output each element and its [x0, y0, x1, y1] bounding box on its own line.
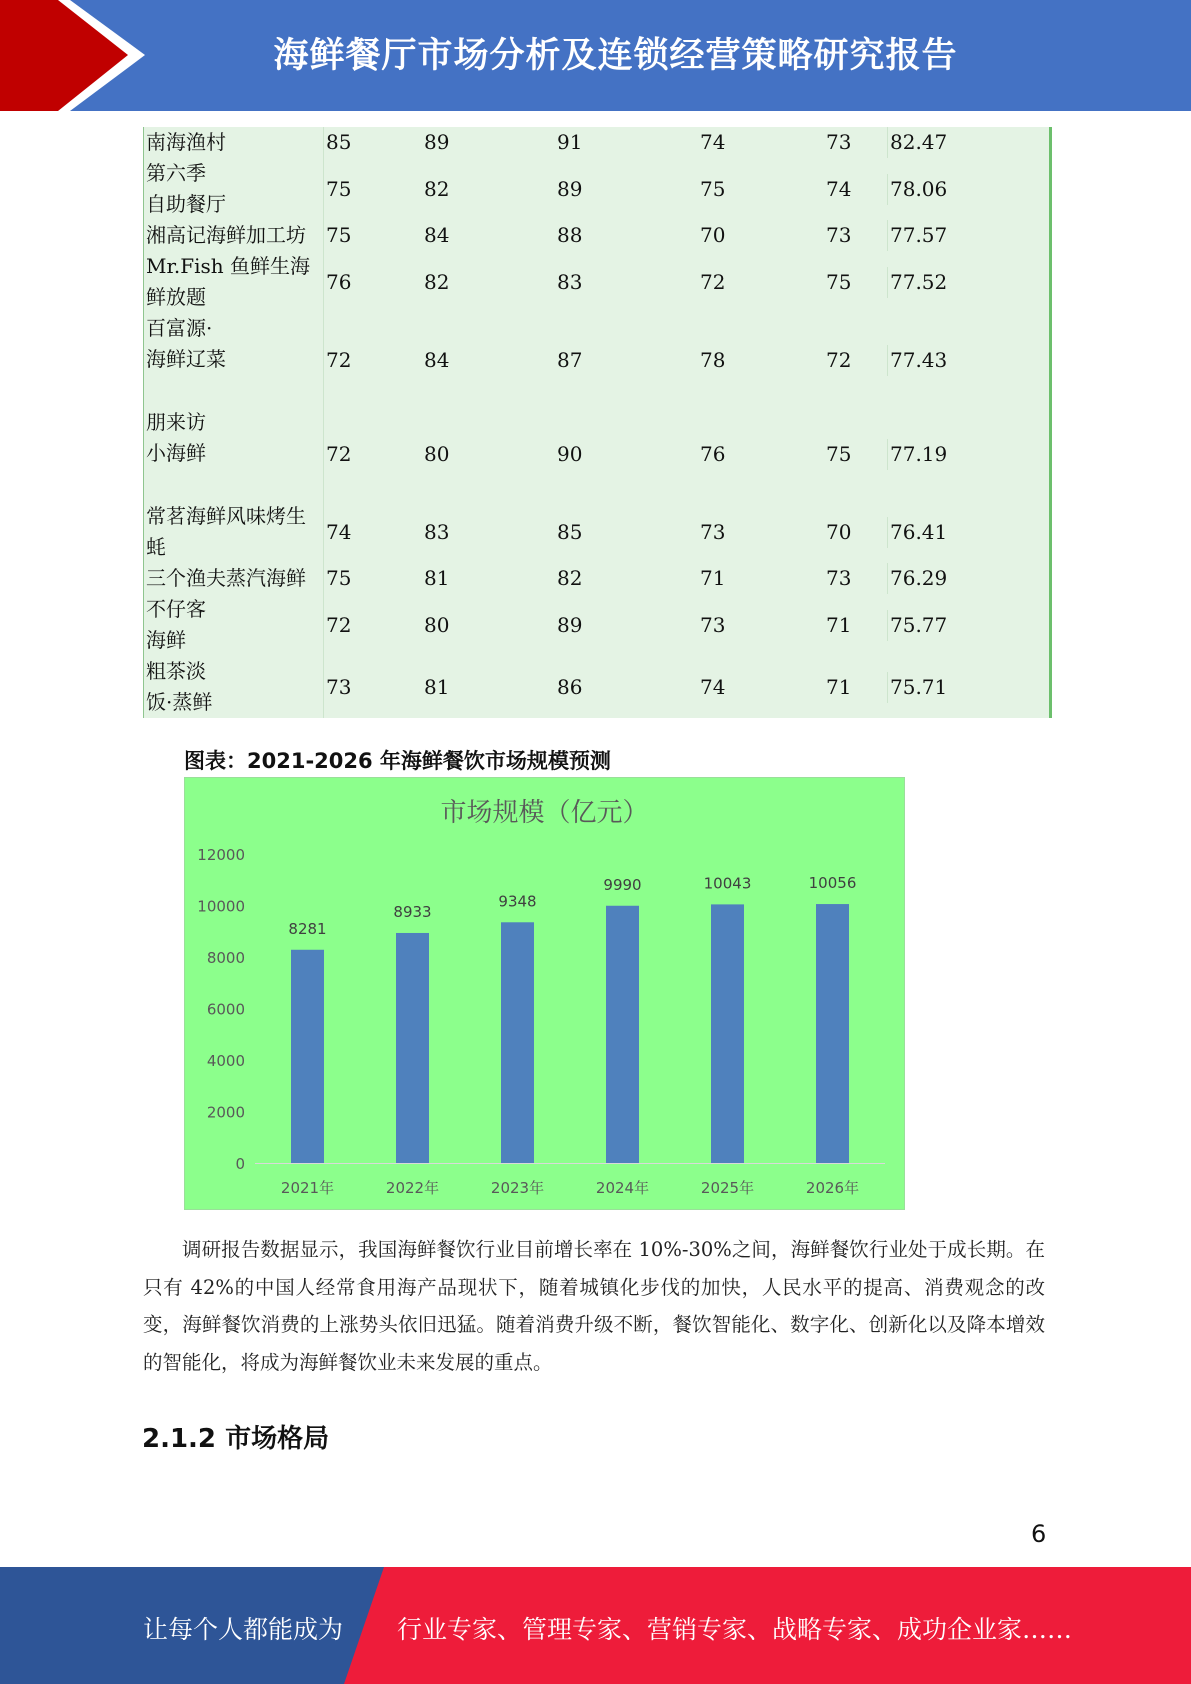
restaurant-name-line: 饭·蒸鲜 [146, 690, 213, 714]
score-cell: 91 [557, 130, 583, 154]
score-cell: 75 [326, 566, 352, 590]
score-cell: 90 [557, 441, 583, 466]
score-cell: 88 [557, 223, 583, 247]
score-cell: 86 [557, 674, 583, 699]
y-tick-label: 6000 [206, 1000, 245, 1019]
restaurant-name-line: 朋来访 [146, 410, 206, 434]
restaurant-name-cell [144, 251, 324, 313]
bar-2022年 [396, 933, 429, 1163]
bar-2026年 [816, 904, 849, 1163]
report-title: 海鲜餐厅市场分析及连锁经营策略研究报告 [273, 36, 958, 76]
score-cell: 75.71 [890, 674, 948, 699]
score-cell: 73 [700, 519, 726, 544]
bar-2023年 [501, 922, 534, 1163]
score-cell: 74 [700, 130, 726, 154]
y-tick-label: 2000 [206, 1103, 245, 1122]
score-cell: 81 [424, 674, 450, 699]
score-cell: 76 [700, 441, 726, 466]
score-cell: 75 [824, 267, 888, 298]
data-label: 8281 [288, 919, 327, 938]
score-cell: 73 [326, 674, 352, 699]
table-row [144, 656, 1049, 718]
score-cell: 75 [326, 223, 352, 247]
score-cell: 78.06 [890, 176, 948, 201]
restaurant-name-line: 不仔客 [146, 597, 206, 621]
score-cell: 77.57 [890, 223, 948, 247]
table-row [144, 563, 1049, 594]
table-row [144, 594, 1049, 656]
score-cell: 81 [424, 566, 450, 590]
table-row [144, 127, 1049, 158]
restaurant-name-line: 第六季 [146, 161, 206, 185]
bar-2021年 [291, 950, 324, 1163]
restaurant-name-line: 南海渔村 [146, 130, 226, 154]
data-label: 10056 [808, 874, 857, 893]
restaurant-name-cell [144, 158, 324, 220]
score-cell: 89 [424, 130, 450, 154]
x-tick-label: 2026年 [805, 1179, 860, 1197]
score-cell: 85 [326, 130, 352, 154]
x-tick-label: 2024年 [595, 1179, 650, 1197]
score-cell: 83 [557, 269, 583, 294]
score-cell: 84 [424, 223, 450, 247]
table-row [144, 220, 1049, 251]
restaurant-name-line: 蚝 [146, 535, 166, 559]
score-cell: 74 [326, 519, 352, 544]
table-row [144, 158, 1049, 220]
chart-title: 市场规模（亿元） [440, 798, 649, 828]
score-cell: 74 [700, 674, 726, 699]
restaurant-name-line: 湘高记海鲜加工坊 [146, 223, 306, 247]
score-cell: 77.19 [890, 441, 948, 466]
score-cell: 71 [824, 610, 888, 641]
restaurant-name-cell [144, 594, 324, 656]
x-tick-label: 2023年 [490, 1179, 545, 1197]
x-tick-label: 2021年 [280, 1179, 335, 1197]
page-number: 6 [1031, 1520, 1047, 1548]
score-cell: 71 [824, 672, 888, 703]
score-cell: 73 [824, 127, 888, 158]
score-cell: 75.77 [890, 612, 948, 637]
score-cell: 72 [700, 269, 726, 294]
bar-2025年 [711, 904, 744, 1163]
restaurant-name-line: 三个渔夫蒸汽海鲜 [146, 566, 306, 590]
score-cell: 84 [424, 347, 450, 372]
score-cell: 71 [700, 566, 726, 590]
score-cell: 87 [557, 347, 583, 372]
score-cell: 80 [424, 612, 450, 637]
chart-caption: 图表：2021-2026 年海鲜餐饮市场规模预测 [184, 749, 611, 773]
score-cell: 82 [424, 176, 450, 201]
score-cell: 82 [557, 566, 583, 590]
table-row [144, 313, 1049, 407]
y-tick-label: 0 [235, 1155, 245, 1173]
score-cell: 77.43 [890, 347, 948, 372]
data-label: 8933 [393, 902, 432, 921]
x-tick-label: 2025年 [700, 1179, 755, 1197]
restaurant-name-cell [144, 656, 324, 718]
footer-slogan-right: 行业专家、管理专家、营销专家、战略专家、成功企业家…… [397, 1615, 1073, 1644]
restaurant-name-cell [144, 563, 324, 594]
y-tick-label: 8000 [206, 949, 245, 967]
score-cell: 80 [424, 441, 450, 466]
market-size-chart [184, 777, 905, 1210]
restaurant-name-cell [144, 313, 324, 407]
score-cell: 72 [824, 345, 888, 376]
restaurant-name-line: 小海鲜 [146, 441, 206, 465]
page-header [0, 0, 1191, 111]
section-heading: 2.1.2 市场格局 [142, 1424, 330, 1454]
score-cell: 74 [824, 174, 888, 205]
score-cell: 82 [424, 269, 450, 294]
score-cell: 75 [326, 176, 352, 201]
score-cell: 78 [700, 347, 726, 372]
bar-2024年 [606, 906, 639, 1163]
score-cell: 73 [700, 612, 726, 637]
score-cell: 76 [326, 269, 352, 294]
score-cell: 76.41 [890, 519, 948, 544]
score-cell: 72 [326, 441, 352, 466]
data-label: 10043 [703, 874, 752, 893]
score-cell: 85 [557, 519, 583, 544]
data-label: 9990 [603, 875, 642, 894]
chart-plot [185, 778, 906, 1211]
footer-slogan-left: 让每个人都能成为 [143, 1615, 344, 1644]
score-cell: 72 [326, 612, 352, 637]
restaurant-name-line: Mr.Fish 鱼鲜生海 [146, 254, 310, 278]
score-cell: 82.47 [890, 130, 948, 154]
score-cell: 73 [824, 220, 888, 251]
body-paragraph: 调研报告数据显示，我国海鲜餐饮行业目前增长率在 10%-30%之间，海鲜餐饮行业处于成长期。在只有 42%的中国人经常食用海产品现状下，随着城镇化步伐的加快，人民水平的提高、消费观念的改变，海鲜餐饮消费的上涨势头依旧迅猛。随着消费升级不断，餐饮智能化、数字化、创新化以及降本增效的智能化，将成为海鲜餐饮业未来发展的重点。 [143, 1238, 1045, 1374]
restaurant-name-line: 粗茶淡 [146, 659, 206, 683]
table-row [144, 407, 1049, 501]
restaurant-name-cell [144, 127, 324, 158]
score-cell: 75 [824, 439, 888, 470]
data-label: 9348 [498, 892, 537, 911]
restaurant-name-line: 自助餐厅 [146, 192, 226, 216]
score-cell: 89 [557, 176, 583, 201]
y-tick-label: 10000 [197, 897, 245, 916]
score-cell: 70 [700, 223, 726, 247]
score-cell: 72 [326, 347, 352, 372]
restaurant-name-cell [144, 220, 324, 251]
table-row [144, 501, 1049, 563]
restaurant-name-line: 鲜放题 [146, 285, 206, 309]
restaurant-name-line: 常茗海鲜风味烤生 [146, 504, 306, 528]
table-row [144, 251, 1049, 313]
restaurant-name-cell [144, 407, 324, 501]
score-cell: 76.29 [890, 566, 948, 590]
restaurant-name-cell [144, 501, 324, 563]
score-cell: 75 [700, 176, 726, 201]
score-cell: 83 [424, 519, 450, 544]
score-cell: 89 [557, 612, 583, 637]
restaurant-name-line: 海鲜辽菜 [146, 347, 226, 371]
restaurant-name-line: 百富源· [146, 316, 213, 340]
y-tick-label: 4000 [206, 1052, 245, 1070]
score-cell: 77.52 [890, 269, 948, 294]
restaurant-name-line: 海鲜 [146, 628, 186, 652]
y-tick-label: 12000 [197, 846, 245, 864]
score-cell: 73 [824, 563, 888, 594]
score-cell: 70 [824, 517, 888, 548]
restaurant-score-table [143, 127, 1052, 718]
x-tick-label: 2022年 [385, 1179, 440, 1197]
page-footer [0, 1567, 1191, 1684]
